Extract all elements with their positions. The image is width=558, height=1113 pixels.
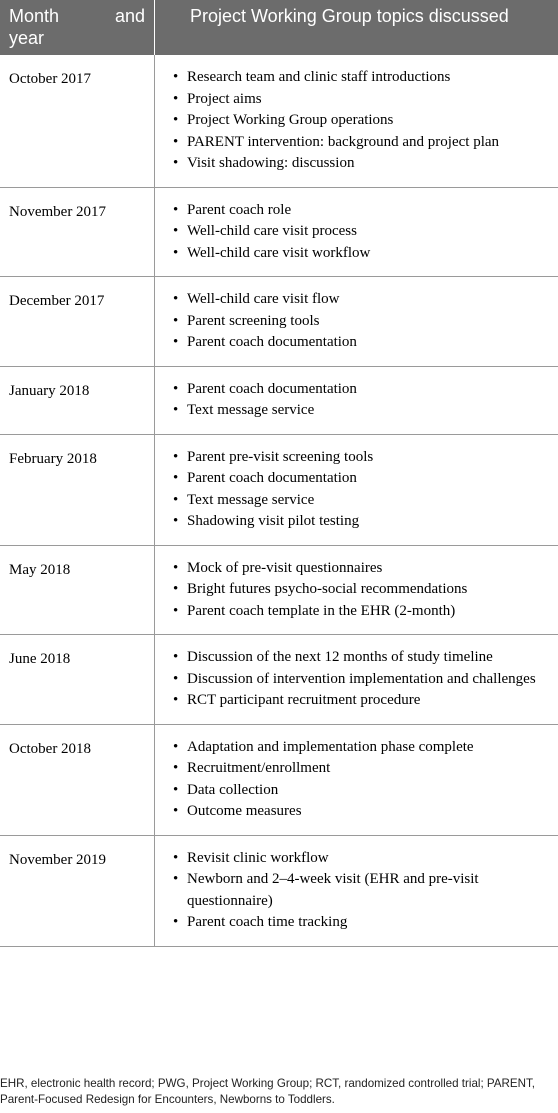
month-year-cell: October 2017 (0, 55, 155, 187)
topic-text: Newborn and 2–4-week visit (EHR and pre-visit questionnaire) (187, 871, 479, 909)
bullet-icon: • (173, 914, 179, 930)
topic-text: Discussion of the next 12 months of study timeline (187, 649, 493, 665)
list-item (173, 200, 550, 222)
table-header-row (0, 0, 558, 55)
table-row (0, 366, 558, 434)
list-item (173, 579, 550, 601)
topic-text: Text message service (187, 402, 315, 418)
topics-list (173, 200, 550, 265)
topic-text: Parent pre-visit screening tools (187, 448, 374, 465)
month-year-cell: November 2019 (0, 835, 155, 946)
bullet-icon: • (173, 291, 179, 307)
bullet-icon: • (173, 69, 179, 85)
table-row (0, 635, 558, 725)
topics-cell (155, 55, 558, 187)
bullet-icon: • (173, 312, 179, 329)
topic-text: Parent coach documentation (187, 334, 357, 350)
topics-list (173, 447, 550, 533)
topics-list (173, 558, 550, 623)
table-row (0, 55, 558, 187)
table-row (0, 835, 558, 946)
list-item (173, 558, 550, 580)
topic-text: Adaptation and implementation phase complete (187, 738, 474, 755)
topic-text: Well-child care visit process (187, 223, 357, 239)
header-month-and-year (0, 0, 155, 55)
list-item (173, 447, 550, 469)
list-item (173, 67, 550, 89)
topics-cell (155, 835, 558, 946)
header-and-word: and (114, 6, 145, 26)
bullet-icon: • (173, 692, 179, 708)
topic-text: Mock of pre-visit questionnaires (187, 559, 383, 576)
list-item (173, 758, 550, 780)
topic-text: Well-child care visit flow (187, 291, 340, 307)
topics-list (173, 379, 550, 422)
table-body (0, 55, 558, 946)
bullet-icon: • (173, 112, 179, 128)
topics-cell (155, 187, 558, 277)
bullet-icon: • (173, 223, 179, 239)
topics-list (173, 848, 550, 934)
list-item (173, 221, 550, 243)
list-item (173, 289, 550, 311)
topic-text: Project Working Group operations (187, 112, 394, 128)
list-item (173, 400, 550, 422)
bullet-icon: • (173, 738, 179, 755)
list-item (173, 89, 550, 111)
bullet-icon: • (173, 602, 179, 619)
bullet-icon: • (173, 402, 179, 418)
topic-text: Research team and clinic staff introductions (187, 69, 451, 85)
list-item (173, 511, 550, 533)
list-item (173, 490, 550, 512)
list-item (173, 468, 550, 490)
header-topics-discussed: Project Working Group topics discussed (155, 0, 558, 55)
topic-text: Revisit clinic workflow (187, 849, 329, 866)
month-year-cell: November 2017 (0, 187, 155, 277)
bullet-icon: • (173, 380, 179, 397)
topics-cell (155, 366, 558, 434)
topic-text: Visit shadowing: discussion (187, 155, 355, 171)
list-item (173, 601, 550, 623)
list-item (173, 869, 550, 912)
list-item (173, 110, 550, 132)
bullet-icon: • (173, 871, 179, 887)
bullet-icon: • (173, 581, 179, 597)
list-item (173, 153, 550, 175)
topic-text: Parent coach documentation (187, 380, 357, 397)
bullet-icon: • (173, 201, 179, 218)
list-item (173, 690, 550, 712)
bullet-icon: • (173, 559, 179, 576)
topic-text: PARENT intervention: background and project plan (187, 133, 500, 150)
topic-text: Discussion of intervention implementation and challenges (187, 670, 536, 687)
list-item (173, 737, 550, 759)
bullet-icon: • (173, 649, 179, 665)
list-item (173, 311, 550, 333)
topics-cell (155, 724, 558, 835)
table-row (0, 545, 558, 635)
month-year-cell: October 2018 (0, 724, 155, 835)
header-year-word: year (9, 28, 45, 48)
topic-text: Project aims (187, 90, 262, 107)
bullet-icon: • (173, 849, 179, 866)
topics-cell (155, 545, 558, 635)
topics-list (173, 647, 550, 712)
topic-text: Well-child care visit workflow (187, 244, 371, 261)
topic-text: Parent coach role (187, 201, 292, 218)
bullet-icon: • (173, 470, 179, 486)
topic-text: Outcome measures (187, 803, 302, 819)
bullet-icon: • (173, 133, 179, 150)
bullet-icon: • (173, 334, 179, 350)
topic-text: Parent coach time tracking (187, 914, 348, 930)
month-year-cell: May 2018 (0, 545, 155, 635)
list-item (173, 780, 550, 802)
bullet-icon: • (173, 90, 179, 107)
topic-text: Text message service (187, 491, 315, 508)
topics-cell (155, 635, 558, 725)
topics-cell (155, 277, 558, 367)
bullet-icon: • (173, 448, 179, 465)
table-row (0, 724, 558, 835)
topic-text: Shadowing visit pilot testing (187, 513, 360, 529)
bullet-icon: • (173, 513, 179, 529)
table-row (0, 187, 558, 277)
list-item (173, 379, 550, 401)
topic-text: RCT participant recruitment procedure (187, 692, 421, 708)
bullet-icon: • (173, 803, 179, 819)
bullet-icon: • (173, 760, 179, 776)
topics-cell (155, 434, 558, 545)
bullet-icon: • (173, 781, 179, 798)
topic-text: Bright futures psycho-social recommendations (187, 581, 468, 597)
list-item (173, 912, 550, 934)
header-month-word: Month (9, 6, 60, 26)
month-year-cell: June 2018 (0, 635, 155, 725)
topics-list (173, 289, 550, 354)
list-item (173, 647, 550, 669)
topics-list (173, 737, 550, 823)
list-item (173, 243, 550, 265)
topic-text: Data collection (187, 781, 279, 798)
month-year-cell: February 2018 (0, 434, 155, 545)
list-item (173, 132, 550, 154)
bullet-icon: • (173, 670, 179, 687)
bullet-icon: • (173, 155, 179, 171)
list-item (173, 801, 550, 823)
table-row (0, 434, 558, 545)
table-row (0, 277, 558, 367)
month-year-cell: December 2017 (0, 277, 155, 367)
topics-list (173, 67, 550, 175)
list-item (173, 332, 550, 354)
month-year-cell: January 2018 (0, 366, 155, 434)
list-item (173, 669, 550, 691)
table-footnote: EHR, electronic health record; PWG, Project Working Group; RCT, randomized controlled trial; PARENT, Parent-Focused Redesign for Encounters, Newborns to Toddlers. (0, 1077, 536, 1106)
bullet-icon: • (173, 244, 179, 261)
list-item (173, 848, 550, 870)
topic-text: Recruitment/enrollment (187, 760, 331, 776)
topic-text: Parent coach template in the EHR (2-month) (187, 602, 456, 619)
topic-text: Parent coach documentation (187, 470, 357, 486)
bullet-icon: • (173, 491, 179, 508)
topic-text: Parent screening tools (187, 312, 320, 329)
